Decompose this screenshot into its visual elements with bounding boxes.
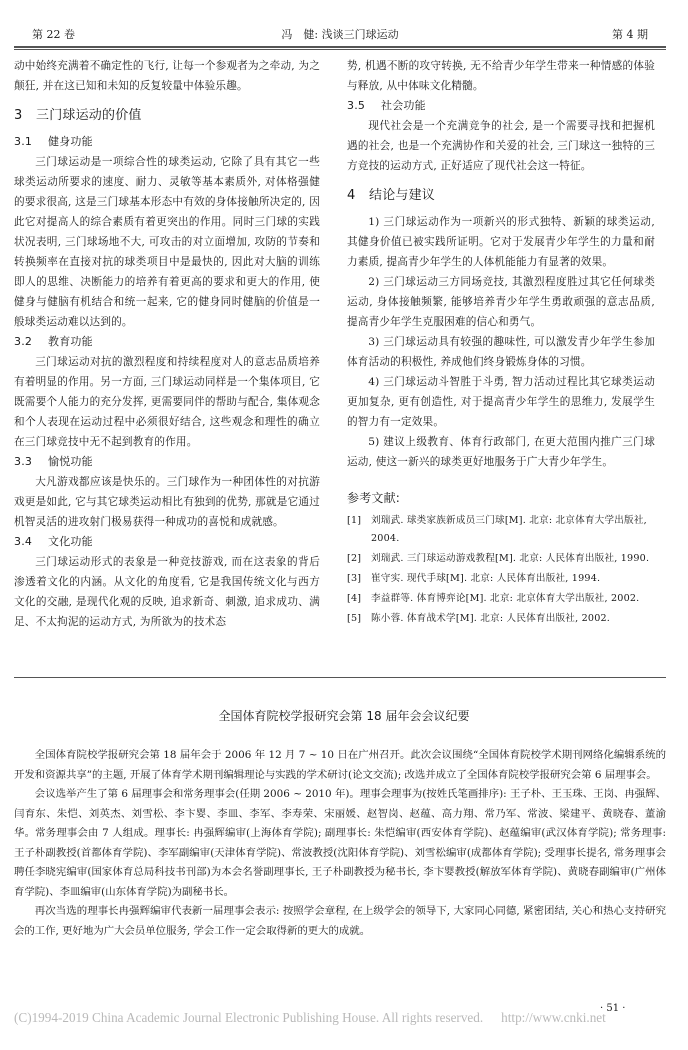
- copyright-footer: [14, 1010, 674, 1026]
- reference-item: [1] 刘瑞武. 球类家族新成员三门球[M]. 北京: 北京体育大学出版社, 2004.: [347, 515, 647, 544]
- reference-item: [2] 刘瑞武. 三门球运动游戏教程[M]. 北京: 人民体育出版社, 1990.: [347, 553, 650, 564]
- paragraph-3-4: 三门球运动形式的表象是一种竞技游戏, 而在这表象的背后渗透着文化的内涵。从文化的角度看, 它是我国传统文化与西方文化的交融, 是现代化观的反映, 追求新奇、刺激, 追求成功、满足、不太拘泥的运动方式, 为所欲为的技术态: [14, 556, 320, 628]
- notice-paragraph: 全国体育院校学报研究会第 18 届年会于 2006 年 12 月 7 ~ 10 日在广州召开。此次会议围绕“全国体育院校学术期刊网络化编辑系统的开发和资源共享”的主题, 开展了体育学术期刊编辑理论与实践的学术研讨(论文交流); 改选并成立了全国体育院校学报研究会第 6 届理事会。: [14, 749, 666, 781]
- conclusion-item: 1) 三门球运动作为一项新兴的形式独特、新颖的球类运动, 其健身价值已被实践所证明。它对于发展青少年学生的力量和耐力素质, 提高青少年学生的人体机能能力有显著的效果。: [347, 216, 655, 268]
- conclusion-item: 3) 三门球运动具有较强的趣味性, 可以激发青少年学生参加体育活动的积极性, 养成他们终身锻炼身体的习惯。: [347, 336, 655, 368]
- references-heading: 参考文献:: [347, 491, 401, 505]
- paragraph-3-3: 大凡游戏都应该是快乐的。三门球作为一种团体性的对抗游戏更是如此, 它与其它球类运动相比有独到的优势, 那就是它通过机智灵活的进攻射门极易获得一种成功的喜悦和成就感。: [14, 476, 320, 528]
- copyright-text: (C)1994-2019 China Academic Journal Electronic Publishing House. All rights reserved.: [14, 1010, 484, 1025]
- conclusion-item: 2) 三门球运动三方同场竞技, 其激烈程度胜过其它任何球类运动, 身体接触频繁, 能够培养青少年学生勇敢顽强的意志品质, 提高青少年学生克服困难的信心和勇气。: [347, 276, 655, 328]
- notice-body: [14, 746, 666, 941]
- notice-title: 全国体育院校学报研究会第 18 届年会会议纪要: [218, 709, 470, 723]
- conclusion-item: 5) 建议上级教育、体育行政部门, 在更大范围内推广三门球运动, 使这一新兴的球类更好地服务于广大青少年学生。: [347, 436, 655, 468]
- notice-paragraph: 会议选举产生了第 6 届理事会和常务理事会(任期 2006 ~ 2010 年)。理事会理事为(按姓氏笔画排序): 王子朴、王玉珠、王岗、冉强辉、闫育东、朱恺、刘英杰、刘雪松、李卞婴、李皿、李军、李寿荣、宋丽媛、赵智岗、赵蕴、高力翔、常乃军、常波、梁建平、黄晓春、董渝华。常务理事会由 7 人组成。理事长: 冉强辉编审(上海体育学院); 副理事长: 朱恺编审(西安体育学院)、赵蕴编审(武汉体育学院); 常务理事: 王子朴副教授(首都体育学院)、李军副编审(天津体育学院)、常波教授(沈阳体育学院)、刘雪松编审(成都体育学院); 受理事长提名, 常务理事会聘任李晓宪编审(国家体育总局科技书刊部)为本会名誉副理事长, 王子朴副教授为秘书长, 李卞婴教授(解放军体育学院)、黄晓春副编审(广州体育学院)、李皿编审(山东体育学院)为副秘书长。: [14, 788, 666, 898]
- subsection-heading-3-4: 3.4 文化功能: [14, 535, 93, 548]
- issue-label: 第 4 期: [612, 28, 648, 41]
- subsection-heading-3-1: 3.1 健身功能: [14, 135, 93, 148]
- reference-item: [4] 李益群等. 体育博弈论[M]. 北京: 北京体育大学出版社, 2002.: [347, 593, 640, 604]
- section-divider: [14, 677, 666, 678]
- page-number: · 51 ·: [600, 1003, 626, 1014]
- paragraph-3-2: 三门球运动对抗的激烈程度和持续程度对人的意志品质培养有着明显的作用。另一方面, 三门球运动同样是一个集体项目, 它既需要个人能力的充分发挥, 更需要同伴的帮助与配合, 集体观念和个人表现在运动过程中必须很好结合, 这些观念和理性的确立在三门球竞技中无不起到教育的作用。: [14, 356, 320, 448]
- section-heading-4: 4 结论与建议: [347, 188, 436, 203]
- section-heading-3: 3 三门球运动的价值: [14, 108, 142, 123]
- paragraph-3-5: 现代社会是一个充满竞争的社会, 是一个需要寻找和把握机遇的社会, 也是一个充满协作和关爱的社会, 三门球这一独特的三方竞技的运动方式, 正好适应了现代社会这一特征。: [347, 120, 655, 172]
- conclusion-item: 4) 三门球运动斗智胜于斗勇, 智力活动过程比其它球类运动更加复杂, 更有创造性, 对于提高青少年学生的思维力, 发展学生的智力有一定效果。: [347, 376, 655, 428]
- right-column: [347, 56, 655, 630]
- reference-item: [5] 陈小蓉. 体育战术学[M]. 北京: 人民体育出版社, 2002.: [347, 613, 611, 624]
- reference-item: [3] 崔守实. 现代手球[M]. 北京: 人民体育出版社, 1994.: [347, 573, 601, 584]
- running-title: 冯 健: 浅谈三门球运动: [281, 28, 399, 41]
- paragraph-continuation-right: 势, 机遇不断的攻守转换, 无不给青少年学生带来一种情感的体验与释放, 从中体味文化精髓。: [347, 60, 655, 92]
- notice-paragraph: 再次当选的理事长冉强辉编审代表新一届理事会表示: 按照学会章程, 在上级学会的领导下, 大家同心同德, 紧密团结, 关心和热心支持研究会的工作, 更好地为广大会员单位服务, 学会工作一定会取得新的更大的成就。: [14, 905, 666, 937]
- header-rule: [14, 46, 666, 50]
- left-column: [14, 56, 320, 632]
- subsection-heading-3-5: 3.5 社会功能: [347, 99, 426, 112]
- volume-label: 第 22 卷: [32, 28, 75, 41]
- subsection-heading-3-2: 3.2 教育功能: [14, 335, 93, 348]
- running-header: [14, 26, 666, 44]
- subsection-heading-3-3: 3.3 愉悦功能: [14, 455, 93, 468]
- paragraph-continuation: 动中始终充满着不确定性的飞行, 让每一个参观者为之牵动, 为之颠狂, 并在这已知和未知的反复较量中体验乐趣。: [14, 60, 320, 92]
- footer-url[interactable]: http://www.cnki.net: [501, 1010, 606, 1025]
- paragraph-3-1: 三门球运动是一项综合性的球类运动, 它除了具有其它一些球类运动所要求的速度、耐力、灵敏等基本素质外, 对体格强健的要求很高, 这是三门球基本形态中有效的身体接触所决定的, 因此它对提高人的综合素质有着更突出的作用。同时三门球的实践状况表明, 三门球场地不大, 可攻击的对立面增加, 攻防的节奏和转换频率在直接对抗的球类项目中是最快的, 因此对大脑的训练即人的思维、决断能力的培养有着更高的要求和更大的作用, 使健身与健脑有机结合和统一起来, 它的健身同时健脑的价值是一般球类运动难以达到的。: [14, 156, 320, 328]
